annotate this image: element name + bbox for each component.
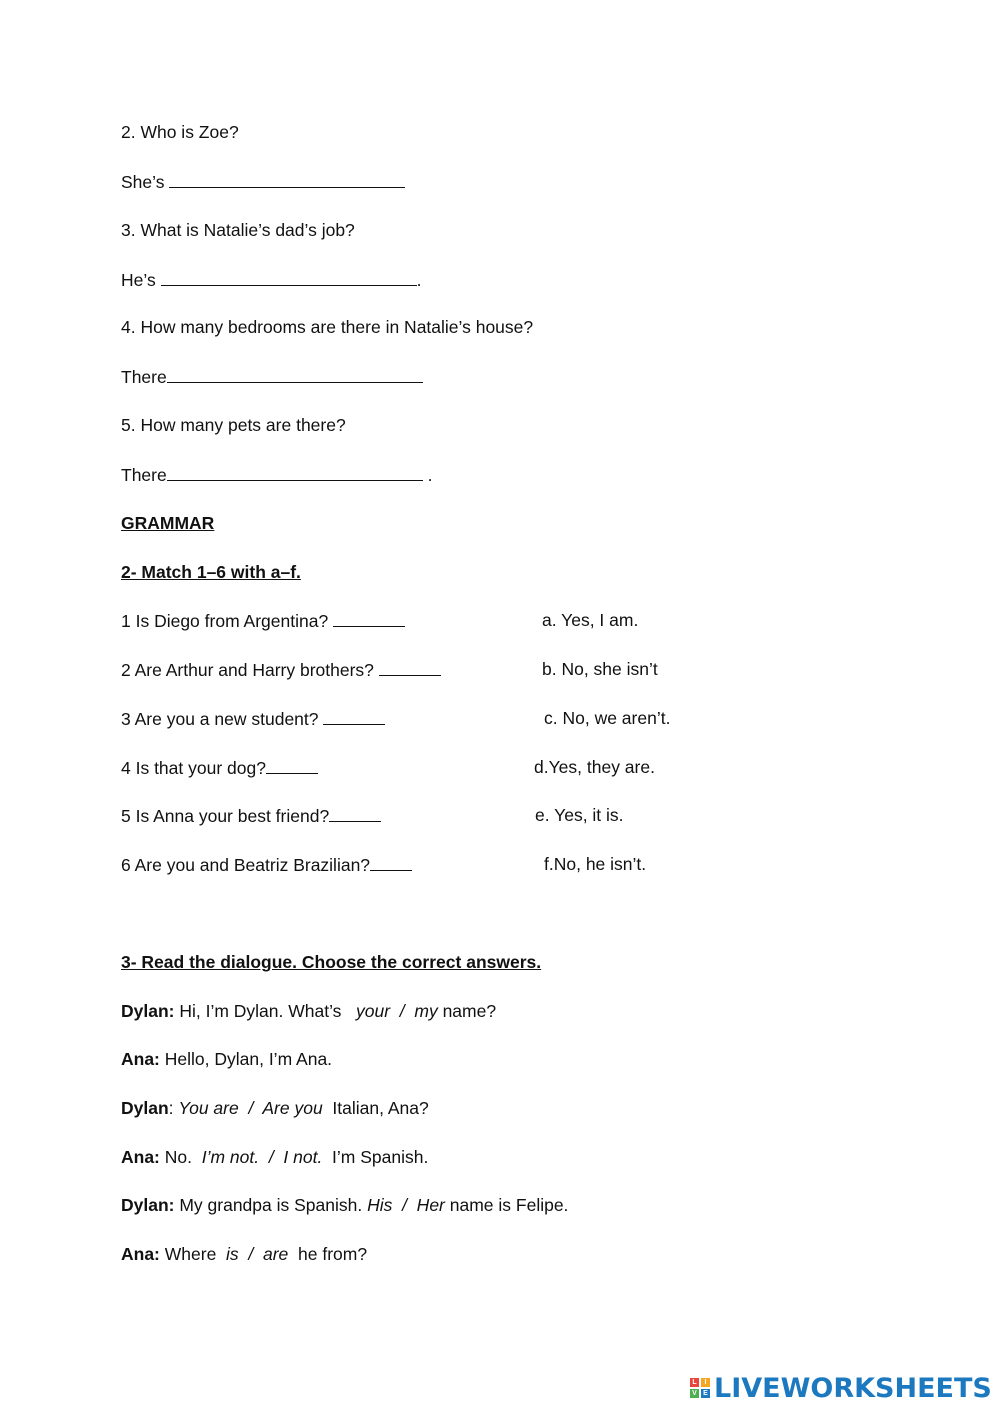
answer-prefix: He’s <box>121 270 161 290</box>
answer-suffix: . <box>416 270 422 290</box>
dialogue-line-2: Ana: Hello, Dylan, I’m Ana. <box>121 1049 333 1069</box>
match-answer-f: f.No, he isn’t. <box>544 854 647 874</box>
answer-blank[interactable] <box>169 170 405 188</box>
speaker: Ana: <box>121 1244 160 1264</box>
question-4: 4. How many bedrooms are there in Natalie’s house? <box>121 317 534 337</box>
grammar-heading: GRAMMAR <box>121 513 215 533</box>
answer-options[interactable]: your / my <box>351 1001 438 1021</box>
dialogue-line-5: Dylan: My grandpa is Spanish. His / Her name is Felipe. <box>121 1195 569 1215</box>
match-answer-d: d.Yes, they are. <box>534 757 655 777</box>
answer-line-3 <box>121 268 421 291</box>
dialogue-instruction: 3- Read the dialogue. Choose the correct answers. <box>121 952 542 972</box>
match-answer-c: c. No, we aren’t. <box>544 708 671 728</box>
dialogue-line-1: Dylan: Hi, I’m Dylan. What’s your / my name? <box>121 1001 497 1021</box>
dialogue-line-3: Dylan: You are / Are you Italian, Ana? <box>121 1098 429 1118</box>
match-blank[interactable] <box>333 609 405 627</box>
answer-suffix: . <box>422 465 433 485</box>
dialogue-line-6: Ana: Where is / are he from? <box>121 1244 368 1264</box>
question-3: 3. What is Natalie’s dad’s job? <box>121 220 355 240</box>
match-question-4: 4 Is that your dog? <box>121 756 318 779</box>
match-blank[interactable] <box>323 707 385 725</box>
answer-prefix: There <box>121 367 167 387</box>
speaker: Dylan: <box>121 1195 175 1215</box>
match-question-1: 1 Is Diego from Argentina? <box>121 609 405 632</box>
speaker: Ana: <box>121 1147 160 1167</box>
match-blank[interactable] <box>266 756 318 774</box>
dialogue-line-4: Ana: No. I’m not. / I not. I’m Spanish. <box>121 1147 429 1167</box>
match-blank[interactable] <box>379 658 441 676</box>
answer-options[interactable]: is / are <box>226 1244 289 1264</box>
match-answer-b: b. No, she isn’t <box>542 659 658 679</box>
question-5: 5. How many pets are there? <box>121 415 346 435</box>
speaker: Ana: <box>121 1049 160 1069</box>
question-2: 2. Who is Zoe? <box>121 122 239 142</box>
answer-line-2 <box>121 170 405 193</box>
logo-mark-icon: L I V E <box>690 1378 710 1398</box>
match-answer-e: e. Yes, it is. <box>535 805 624 825</box>
match-question-5: 5 Is Anna your best friend? <box>121 804 381 827</box>
answer-blank[interactable] <box>161 268 417 286</box>
match-instruction: 2- Match 1–6 with a–f. <box>121 562 301 582</box>
match-answer-a: a. Yes, I am. <box>542 610 639 630</box>
answer-options[interactable]: His / Her <box>367 1195 445 1215</box>
match-blank[interactable] <box>329 804 381 822</box>
answer-blank[interactable] <box>167 463 423 481</box>
match-question-2: 2 Are Arthur and Harry brothers? <box>121 658 441 681</box>
liveworksheets-logo <box>690 1373 992 1403</box>
answer-prefix: She’s <box>121 172 170 192</box>
speaker: Dylan <box>121 1098 169 1118</box>
brand-name: LIVEWORKSHEETS <box>714 1372 992 1404</box>
match-blank[interactable] <box>370 853 412 871</box>
answer-prefix: There <box>121 465 167 485</box>
match-question-6: 6 Are you and Beatriz Brazilian? <box>121 853 412 876</box>
answer-options[interactable]: You are / Are you <box>178 1098 323 1118</box>
speaker: Dylan: <box>121 1001 175 1021</box>
answer-blank[interactable] <box>167 365 423 383</box>
answer-options[interactable]: I’m not. / I not. <box>201 1147 323 1167</box>
answer-line-5 <box>121 463 432 486</box>
match-question-3: 3 Are you a new student? <box>121 707 385 730</box>
answer-line-4 <box>121 365 423 388</box>
